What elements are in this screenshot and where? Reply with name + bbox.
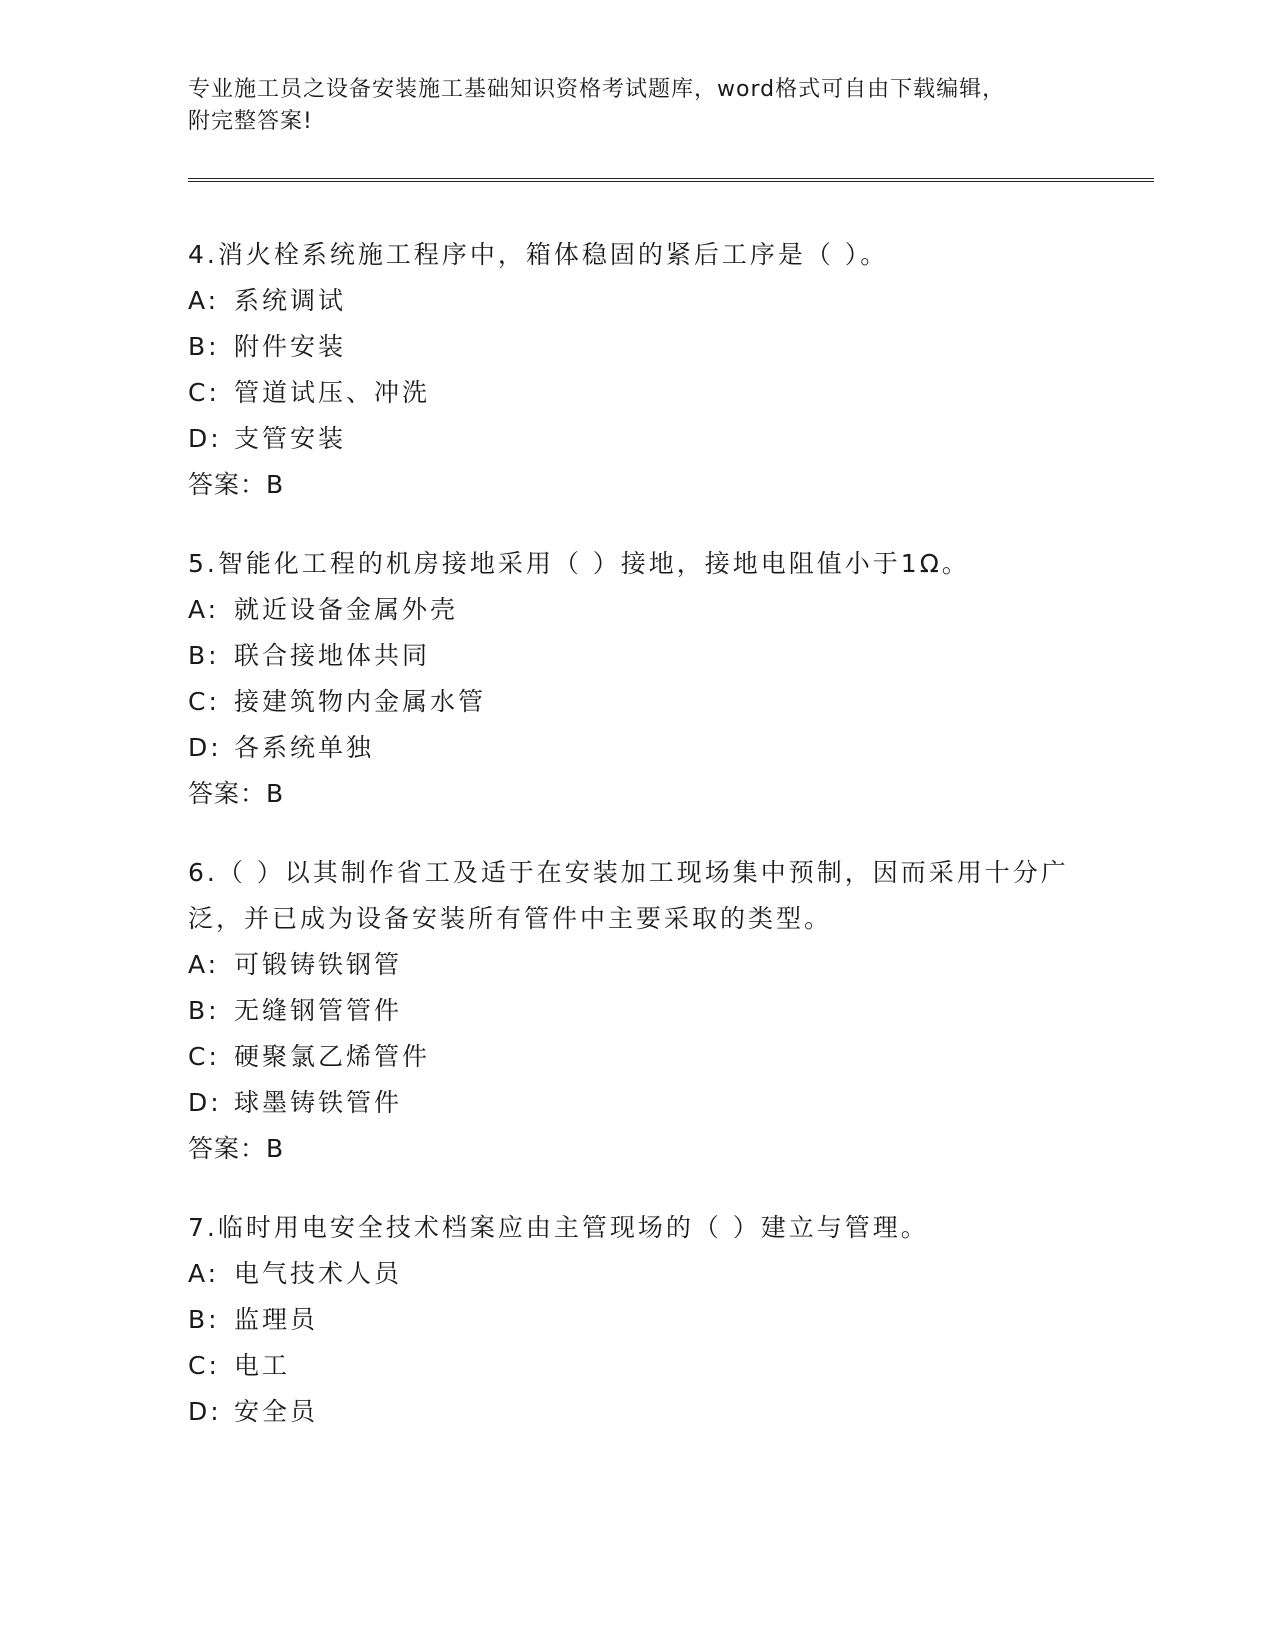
option-letter: A: [188, 1259, 220, 1288]
question-stem: 4.消火栓系统施工程序中，箱体稳固的紧后工序是（ ）。 [188, 240, 889, 269]
option-text: 电工 [234, 1351, 291, 1380]
option-b [188, 324, 1088, 370]
answer-line: 答案：B [188, 779, 285, 808]
option-a [188, 1251, 1088, 1297]
option-text: 可锻铸铁钢管 [234, 950, 403, 979]
option-d [188, 416, 1088, 462]
option-letter: B: [188, 641, 220, 670]
question-list [188, 232, 1088, 1468]
option-text: 系统调试 [234, 286, 347, 315]
option-b [188, 1297, 1088, 1343]
option-text: 就近设备金属外壳 [234, 595, 459, 624]
option-letter: D: [188, 424, 222, 453]
answer-line: 答案：B [188, 1134, 285, 1163]
question-stem: 6.（ ）以其制作省工及适于在安装加工现场集中预制，因而采用十分广泛，并已成为设备安装所有管件中主要采取的类型。 [188, 858, 1069, 933]
answer-line: 答案：B [188, 470, 285, 499]
question-5 [188, 541, 1088, 817]
option-b [188, 988, 1088, 1034]
option-letter: D: [188, 1397, 222, 1426]
option-a [188, 942, 1088, 988]
option-letter: A: [188, 595, 220, 624]
question-stem: 7.临时用电安全技术档案应由主管现场的（ ）建立与管理。 [188, 1213, 929, 1242]
option-text: 硬聚氯乙烯管件 [234, 1042, 431, 1071]
option-letter: C: [188, 1042, 220, 1071]
option-letter: A: [188, 286, 220, 315]
option-text: 支管安装 [234, 424, 347, 453]
question-stem: 5.智能化工程的机房接地采用（ ）接地，接地电阻值小于1Ω。 [188, 549, 970, 578]
header-line-1: 专业施工员之设备安装施工基础知识资格考试题库，word格式可自由下载编辑， [188, 77, 1006, 102]
option-text: 接建筑物内金属水管 [234, 687, 487, 716]
option-letter: C: [188, 1351, 220, 1380]
option-letter: C: [188, 378, 220, 407]
question-4 [188, 232, 1088, 508]
option-text: 球墨铸铁管件 [234, 1088, 403, 1117]
document-header [188, 74, 1088, 138]
option-letter: D: [188, 733, 222, 762]
option-b [188, 633, 1088, 679]
option-text: 附件安装 [234, 332, 347, 361]
option-letter: C: [188, 687, 220, 716]
question-6 [188, 850, 1088, 1172]
option-d [188, 1389, 1088, 1435]
option-c [188, 1034, 1088, 1080]
option-c [188, 679, 1088, 725]
option-d [188, 725, 1088, 771]
option-letter: B: [188, 1305, 220, 1334]
option-text: 安全员 [234, 1397, 319, 1426]
option-letter: D: [188, 1088, 222, 1117]
option-text: 监理员 [234, 1305, 319, 1334]
option-c [188, 1343, 1088, 1389]
option-text: 电气技术人员 [234, 1259, 403, 1288]
option-text: 管道试压、冲洗 [234, 378, 431, 407]
option-text: 联合接地体共同 [234, 641, 431, 670]
header-line-2: 附完整答案! [188, 109, 313, 134]
option-a [188, 587, 1088, 633]
option-d [188, 1080, 1088, 1126]
option-c [188, 370, 1088, 416]
option-letter: B: [188, 332, 220, 361]
option-a [188, 278, 1088, 324]
option-letter: A: [188, 950, 220, 979]
question-7 [188, 1205, 1088, 1435]
header-divider [188, 178, 1154, 182]
option-letter: B: [188, 996, 220, 1025]
option-text: 各系统单独 [234, 733, 375, 762]
option-text: 无缝钢管管件 [234, 996, 403, 1025]
